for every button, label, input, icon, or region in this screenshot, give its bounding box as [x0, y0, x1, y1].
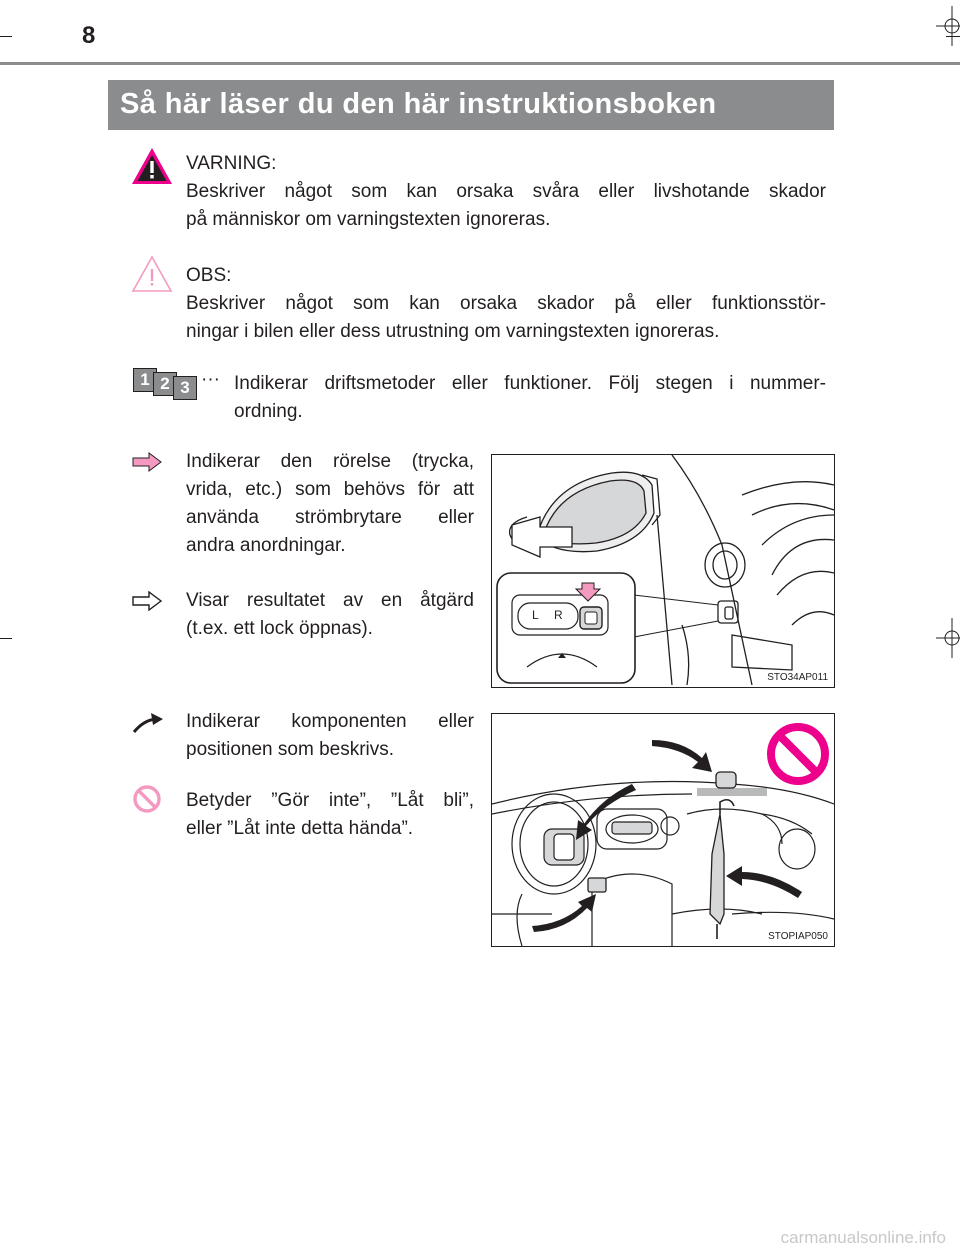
warning-text-line: på människor om varningstexten ignoreras.	[186, 209, 551, 230]
step-dots: ···	[201, 369, 220, 390]
header-rule	[0, 62, 960, 65]
steps-text-line: Indikerar driftsmetoder eller funktioner. Följ stegen i nummer-	[234, 373, 826, 394]
warning-text-line: Beskriver något som kan orsaka svåra eller livshotande skador	[186, 181, 826, 202]
steps-text-line: ordning.	[234, 401, 303, 422]
notice-text-line: ningar i bilen eller dess utrustning om varningstexten ignoreras.	[186, 321, 720, 342]
step-badge: 2	[153, 372, 177, 396]
step-badges	[131, 366, 211, 400]
watermark: carmanualsonline.info	[780, 1228, 946, 1247]
action-arrow-icon	[132, 452, 162, 472]
prohibition-text-line: Betyder ”Gör inte”, ”Låt bli”,	[186, 790, 474, 811]
section-title-banner	[108, 80, 834, 130]
action-arrow-text-line: Indikerar den rörelse (trycka,	[186, 451, 474, 472]
step-badge: 3	[173, 376, 197, 400]
result-arrow-text-line: (t.ex. ett lock öppnas).	[186, 618, 373, 639]
notice-heading: OBS:	[186, 265, 232, 286]
prohibition-text-line: eller ”Låt inte detta hända”.	[186, 818, 414, 839]
prohibition-icon	[132, 784, 162, 814]
interior-prohibition-illustration	[491, 713, 835, 947]
component-arrow-text-line: Indikerar komponenten eller	[186, 711, 474, 732]
warning-triangle-icon	[130, 146, 174, 186]
crop-mark	[0, 638, 12, 639]
component-arrow-icon	[132, 712, 164, 734]
result-arrow-icon	[132, 591, 162, 611]
mirror-switch-illustration	[491, 454, 835, 688]
switch-label-r: R	[554, 608, 563, 622]
section-title: Så här läser du den här instruktionsboken	[120, 88, 717, 120]
notice-text-line: Beskriver något som kan orsaka skador på eller funktionsstör-	[186, 293, 826, 314]
result-arrow-text-line: Visar resultatet av en åtgärd	[186, 590, 474, 611]
figure-code: STO34AP011	[767, 672, 828, 683]
page-number: 8	[82, 22, 96, 49]
warning-heading: VARNING:	[186, 153, 277, 174]
action-arrow-text-line: vrida, etc.) som behövs för att	[186, 479, 474, 500]
caution-triangle-icon	[130, 254, 174, 294]
registration-mark-icon	[936, 6, 960, 46]
registration-mark-icon	[936, 618, 960, 658]
step-badge: 1	[133, 368, 157, 392]
action-arrow-text-line: andra anordningar.	[186, 535, 346, 556]
switch-label-l: L	[532, 608, 539, 622]
action-arrow-text-line: använda strömbrytare eller	[186, 507, 474, 528]
figure-code: STOPIAP050	[768, 931, 828, 942]
component-arrow-text-line: positionen som beskrivs.	[186, 739, 395, 760]
crop-mark	[0, 36, 12, 37]
